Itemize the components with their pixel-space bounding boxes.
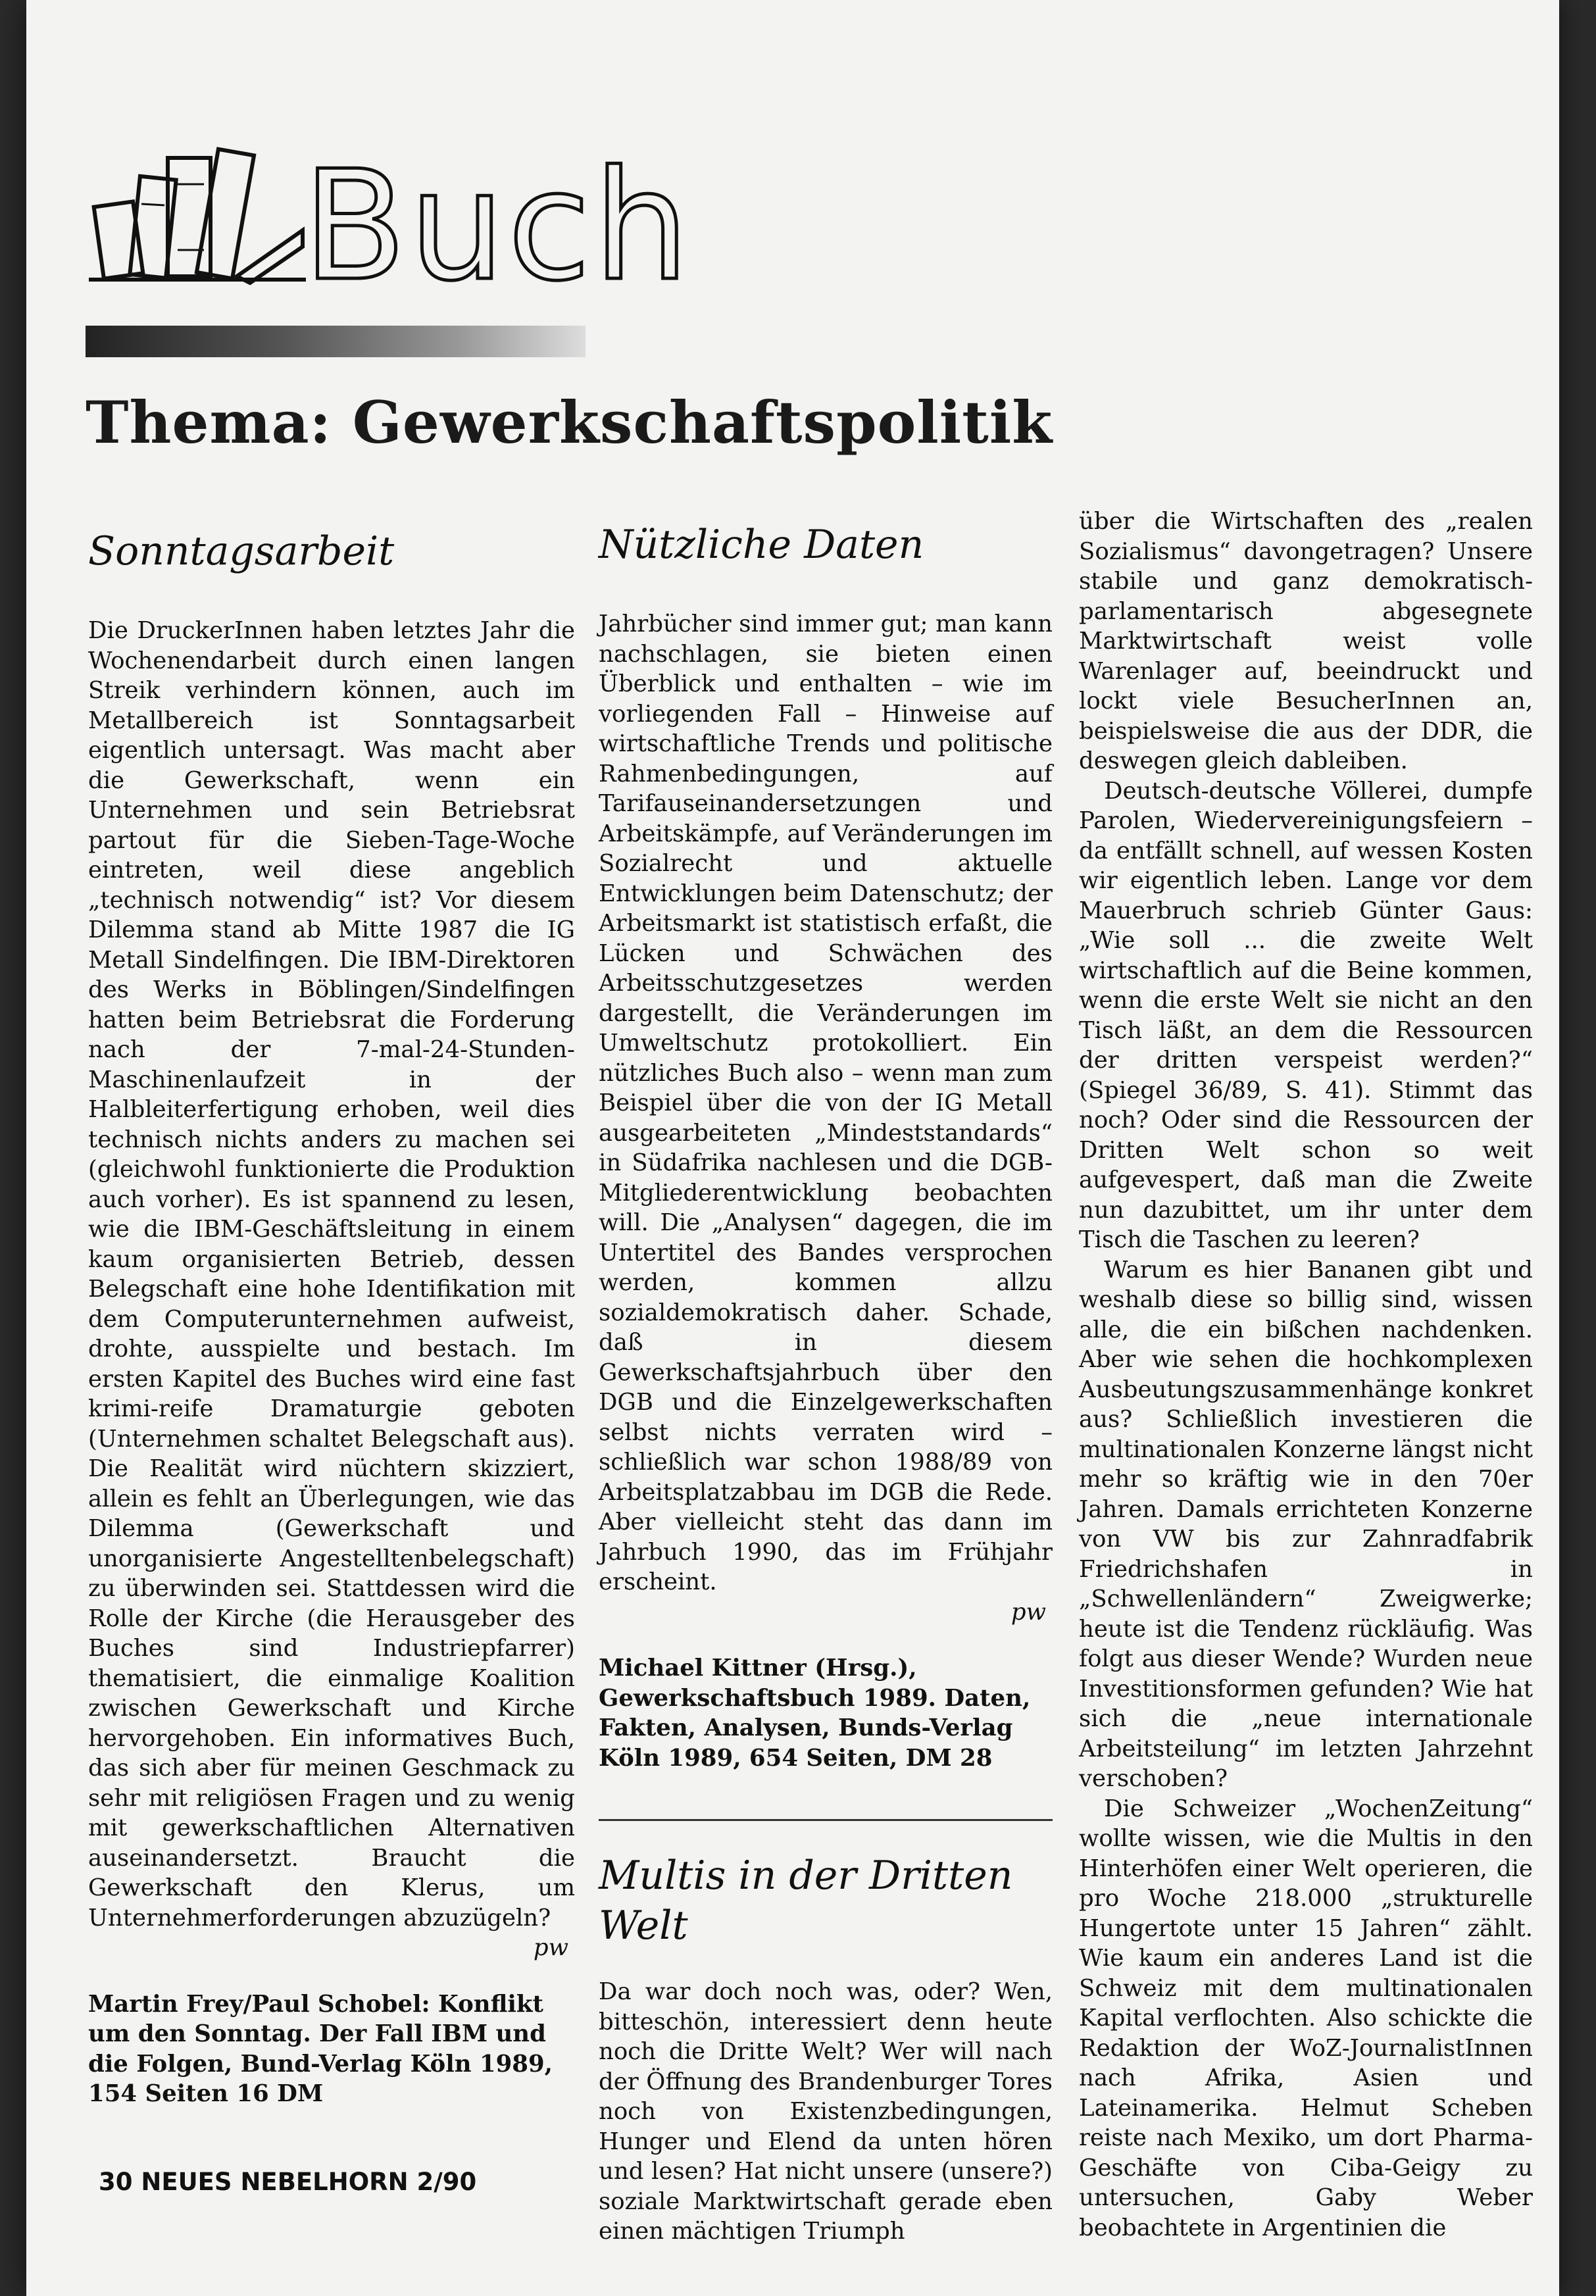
buch-logo [86,132,692,314]
article-heading-sonntagsarbeit: Sonntagsarbeit [88,528,395,574]
section-divider [599,1819,1053,1821]
column-2 [599,520,1053,2247]
page-footer: 30 NEUES NEBELHORN 2/90 [99,2168,477,2196]
article-heading-multis: Multis in der Dritten Welt [599,1853,1013,1949]
magazine-page [26,0,1559,2296]
author-signature: pw [533,1934,568,1961]
logo-gradient-bar [86,326,586,357]
article-paragraph: Deutsch-deutsche Völlerei, dumpfe Parolen, Wiedervereinigungsfeiern – da entfällt schnell, auf wessen Kosten wir eigentlich leben. Lange vor dem Mauerbruch schrieb Günter Gaus: „Wie soll ... die zweite Welt wirtschaftlich auf die Beine kommen, wenn die erste Welt sie nicht an den Tisch läßt, an dem die Ressourcen der dritten verspeist werden?“ (Spiegel 36/89, S. 41). Stimmt das noch? Oder sind die Ressourcen der Dritten Welt schon so weit aufgevespert, daß man die Zweite nun dazubittet, um ihr unter dem Tisch die Taschen zu leeren? [1079,777,1533,1253]
article-paragraph: Jahrbücher sind immer gut; man kann nachschlagen, sie bieten einen Überblick und enthalten – wie im vorliegenden Fall – Hinweise auf wirtschaftliche Trends und politische Rahmenbedingungen, auf Tarifauseinandersetzungen und Arbeitskämpfe, auf Veränderungen im Sozialrecht und aktuelle Entwicklungen beim Datenschutz; der Arbeitsmarkt ist statistisch erfaßt, die Lücken und Schwächen des Arbeitsschutzgesetzes werden dargestellt, die Veränderungen im Umweltschutz protokolliert. Ein nützliches Buch also – wenn man zum Beispiel über die von der IG Metall ausgearbeiteten „Mindeststandards“ in Südafrika nachlesen und die DGB-Mitgliederentwicklung beobachten will. Die „Analysen“ dagegen, die im Untertitel des Bandes versprochen werden, kommen allzu sozialdemokratisch daher. Schade, daß in diesem Gewerkschaftsjahrbuch über den DGB und die Einzelgewerkschaften selbst nichts verraten wird – schließlich war schon 1988/89 von Arbeitsplatzabbau im DGB die Rede. Aber vielleicht steht das dann im Jahrbuch 1990, das im Frühjahr erscheint. [599,611,1053,1595]
article-paragraph: Die Schweizer „WochenZeitung“ wollte wissen, wie die Multis in den Hinterhöfen einer Welt operieren, die pro Woche 218.000 „strukturelle Hungertote unter 15 Jahren“ zählt. Wie kaum ein anderes Land ist die Schweiz mit dem multinationalen Kapital verflochten. Also schickte die Redaktion der WoZ-JournalistInnen nach Afrika, Asien und Lateinamerika. Helmut Scheben reiste nach Mexiko, um dort Pharma-Geschäfte von Ciba-Geigy zu untersuchen, Gaby Weber beobachtete in Argentinien die [1079,1795,1533,2241]
book-reference: Michael Kittner (Hrsg.), Gewerkschaftsbuch 1989. Daten, Fakten, Analysen, Bunds-Verlag Köln 1989, 654 Seiten, DM 28 [599,1655,1031,1772]
article-paragraph: Warum es hier Bananen gibt und weshalb diese so billig sind, wissen alle, die ein bißchen nachdenken. Aber wie sehen die hochkomplexen Ausbeutungszusammenhänge konkret aus? Schließlich investieren die multinationalen Konzerne längst nicht mehr so kräftig wie in den 70er Jahren. Damals errichteten Konzerne von VW bis zur Zahnradfabrik Friedrichshafen in „Schwellenländern“ Zweigwerke; heute ist die Tendenz rückläufig. Was folgt aus dieser Wende? Wurden neue Investitionsformen gefunden? Wie hat sich die „neue internationale Arbeitsteilung“ im letzten Jahrzehnt verschoben? [1079,1256,1533,1792]
article-heading-nuetzliche-daten: Nützliche Daten [599,522,924,568]
article-paragraph: Die DruckerInnen haben letztes Jahr die Wochenendarbeit durch einen langen Streik verhindern können, auch im Metallbereich ist Sonntagsarbeit eigentlich untersagt. Was macht aber die Gewerkschaft, wenn ein Unternehmen und sein Betriebsrat partout für die Sieben-Tage-Woche eintreten, weil diese angeblich „technisch notwendig“ ist? Vor diesem Dilemma stand ab Mitte 1987 die IG Metall Sindelfingen. Die IBM-Direktoren des Werks in Böblingen/Sindelfingen hatten beim Betriebsrat die Forderung nach der 7-mal-24-Stunden-Maschinenlaufzeit in der Halbleiterfertigung erhoben, weil dies technisch nichts anders zu machen sei (gleichwohl funktionierte die Produktion auch vorher). Es ist spannend zu lesen, wie die IBM-Geschäftsleitung in einem kaum organisierten Betrieb, dessen Belegschaft eine hohe Identifikation mit dem Computerunternehmen aufweist, drohte, ausspielte und bestach. Im ersten Kapitel des Buches wird eine fast krimi-reife Dramaturgie geboten (Unternehmen schaltet Belegschaft aus). Die Realität wird nüchtern skizziert, allein es fehlt an Überlegungen, wie das Dilemma (Gewerkschaft und unorganisierte Angestelltenbelegschaft) zu überwinden sei. Stattdessen wird die Rolle der Kirche (die Herausgeber des Buches sind Industriepfarrer) thematisiert, die einmalige Koalition zwischen Gewerkschaft und Kirche hervorgehoben. Ein informatives Buch, das sich aber für meinen Geschmack zu sehr mit religiösen Fragen und zu wenig mit gewerkschaftlichen Alternativen auseinandersetzt. Braucht die Gewerkschaft den Klerus, um Unternehmerforderungen abzuzügeln? [88,617,575,1932]
column-1 [88,526,575,2109]
column-3 [1079,507,1533,2243]
page-title: Thema: Gewerkschaftspolitik [86,388,1053,457]
book-reference: Martin Frey/Paul Schobel: Konflikt um den Sonntag. Der Fall IBM und die Folgen, Bund-Verlag Köln 1989, 154 Seiten 16 DM [88,1990,553,2107]
article-paragraph: über die Wirtschaften des „realen Sozialismus“ davongetragen? Unsere stabile und ganz demokratisch-parlamentarisch abgesegnete Marktwirtschaft weist volle Warenlager auf, beeindruckt und lockt viele BesucherInnen an, beispielsweise die aus der DDR, die deswegen gleich dableiben. [1079,508,1533,774]
logo-word: Buch [303,139,692,314]
books-icon [86,132,309,289]
author-signature: pw [1010,1598,1046,1626]
article-paragraph: Da war doch noch was, oder? Wen, bitteschön, interessiert denn heute noch die Dritte Welt? Wer will nach der Öffnung des Brandenburger Tores noch von Existenzbedingungen, Hunger und Elend da unten hören und lesen? Hat nicht unsere (unsere?) soziale Marktwirtschaft gerade eben einen mächtigen Triumph [599,1978,1053,2245]
